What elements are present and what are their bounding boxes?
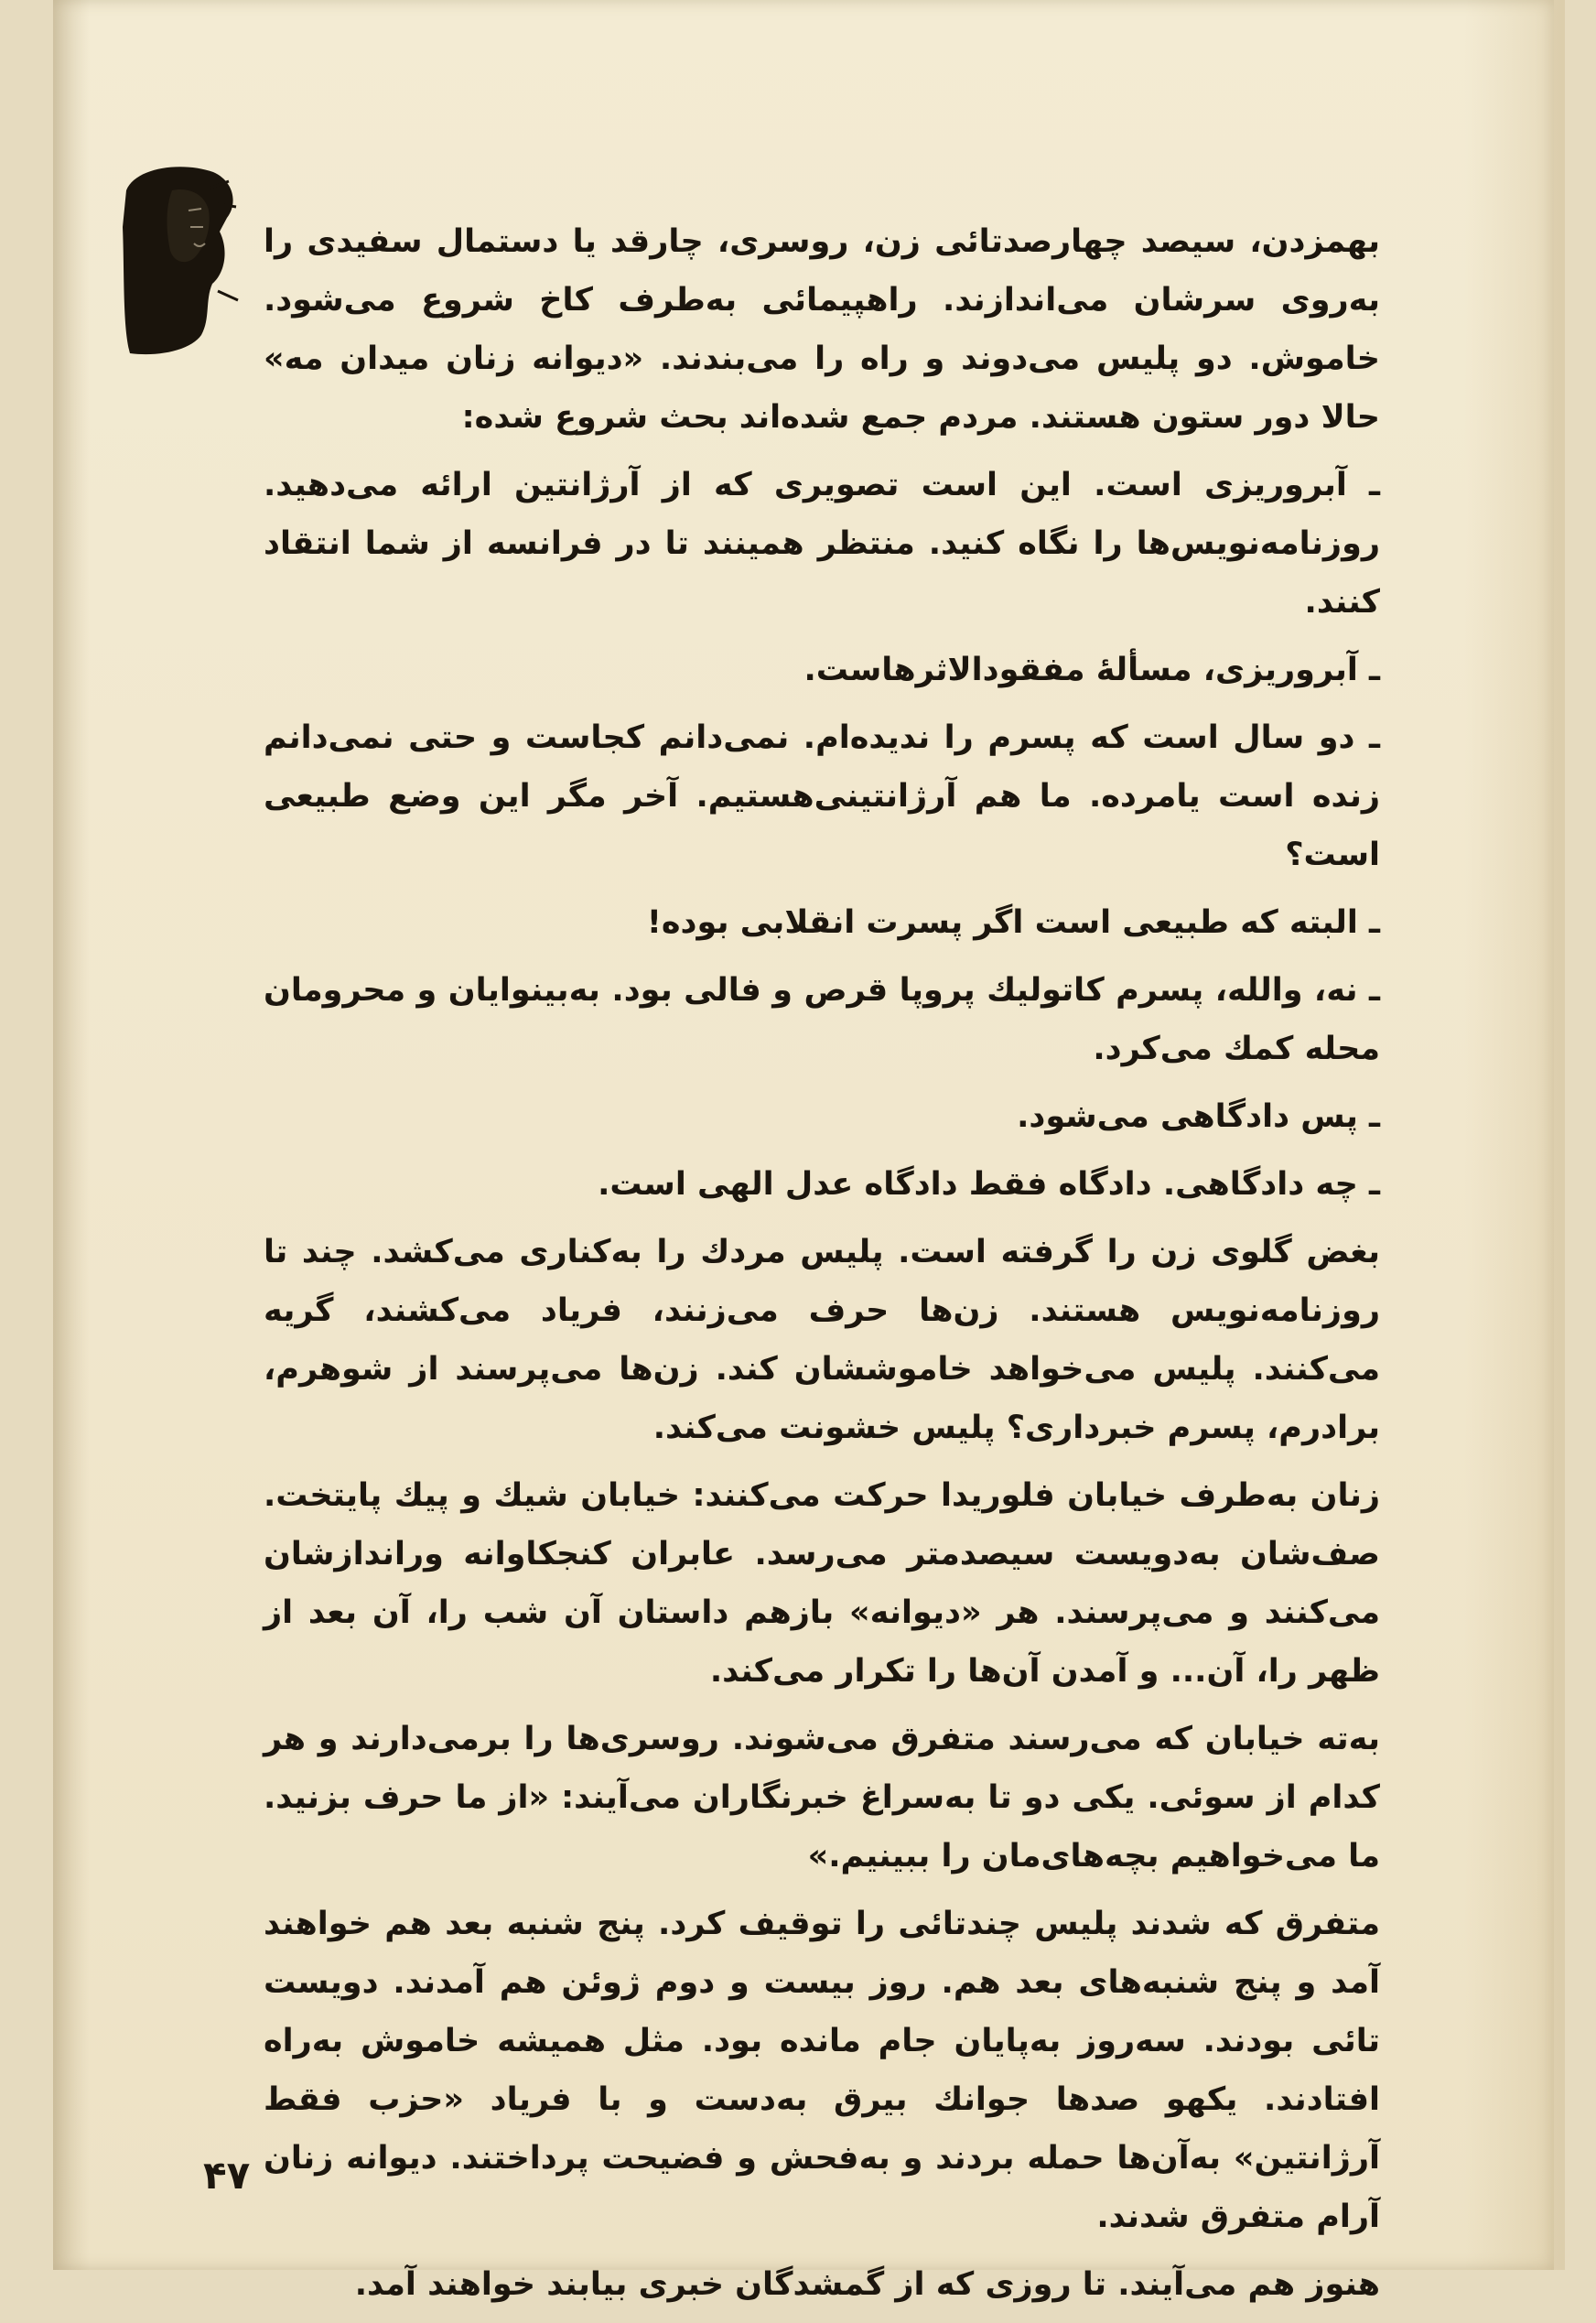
paragraph-6: هنوز هم می‌آیند. تا روزی که از گمشدگان خبری بیابند خواهند آمد. xyxy=(354,2266,1380,2303)
paragraph-2: بغض گلوی زن را گرفته است. پلیس مردك را به‌کناری می‌کشد. چند تا روزنامه‌نویس هستند. زن‌ها حرف می‌زنند، فریاد می‌کشند، گریه می‌کنند. پلیس می‌خواهد خاموششان کند. زن‌ها می‌پرسند از شوهرم، برادرم، پسرم خبرداری؟ پلیس خشونت می‌کند. xyxy=(264,1234,1380,1446)
page-number: ۴۷ xyxy=(203,2153,251,2198)
page-edge-stain xyxy=(1464,0,1565,2270)
paragraph-3: زنان به‌طرف خیابان فلوریدا حرکت می‌کنند: خیابان شیك و پیك پایتخت. صف‌شان به‌دویست سیصدمتر می‌رسد. عابران کنجکاوانه وراندازشان می‌کنند و می‌پرسند. هر «دیوانه» بازهم داستان آن شب را، آن بعد از ظهر را، آن... و آمدن آن‌ها را تکرار می‌کند. xyxy=(264,1477,1380,1690)
dialogue-line-3: ـ دو سال است که پسرم را ندیده‌ام. نمی‌دانم کجاست و حتی نمی‌دانم زنده است یامرده. ما هم آرژانتینی‌هستیم. آخر مگر این وضع طبیعی است؟ xyxy=(264,719,1380,873)
portrait-illustration xyxy=(117,163,245,360)
body-text xyxy=(264,212,1380,2323)
dialogue-line-4: ـ البته که طبیعی است اگر پسرت انقلابی بوده! xyxy=(646,904,1380,941)
dialogue-line-5: ـ نه، والله، پسرم کاتولیك پروپا قرص و فالی بود. به‌بینوایان و محرومان محله کمك می‌کرد. xyxy=(264,972,1380,1067)
dialogue-line-7: ـ چه دادگاهی. دادگاه فقط دادگاه عدل الهی است. xyxy=(598,1166,1380,1203)
paragraph-1: بهمزدن، سیصد چهارصدتائی زن، روسری، چارقد یا دستمال سفیدی را به‌روی سرشان می‌اندازند. راهپیمائی به‌طرف کاخ شروع می‌شود. خاموش. دو پلیس می‌دوند و راه را می‌بندند. «دیوانه زنان میدان مه» حالا دور ستون هستند. مردم جمع شده‌اند بحث شروع شده: xyxy=(264,223,1380,436)
dialogue-line-1: ـ آبروریزی است. این است تصویری که از آرژانتین ارائه می‌دهید. روزنامه‌نویس‌ها را نگاه کنید. منتظر همینند تا در فرانسه از شما انتقاد کنند. xyxy=(264,467,1380,621)
dialogue-line-6: ـ پس دادگاهی می‌شود. xyxy=(1017,1098,1380,1135)
page-crease xyxy=(53,0,90,2270)
paragraph-5: متفرق که شدند پلیس چندتائی را توقیف کرد. پنج شنبه بعد هم خواهند آمد و پنج شنبه‌های بعد هم. روز بیست و دوم ژوئن هم آمدند. دویست تائی بودند. سه‌روز به‌پایان جام مانده بود. مثل همیشه خاموش به‌راه افتادند. یکهو صدها جوانك بیرق به‌دست و با فریاد «حزب فقط آرژانتین» به‌آن‌ها حمله بردند و به‌فحش و فضیحت پرداختند. دیوانه زنان آرام متفرق شدند. xyxy=(264,1906,1380,2235)
paragraph-4: به‌ته خیابان که می‌رسند متفرق می‌شوند. روسری‌ها را برمی‌دارند و هر کدام از سوئی. یکی دو تا به‌سراغ خبرنگاران می‌آیند: «از ما حرف بزنید. ما می‌خواهیم بچه‌های‌مان را ببینیم.» xyxy=(264,1721,1380,1875)
dialogue-line-2: ـ آبروریزی، مسألهٔ مفقودالاثرهاست. xyxy=(803,652,1380,688)
